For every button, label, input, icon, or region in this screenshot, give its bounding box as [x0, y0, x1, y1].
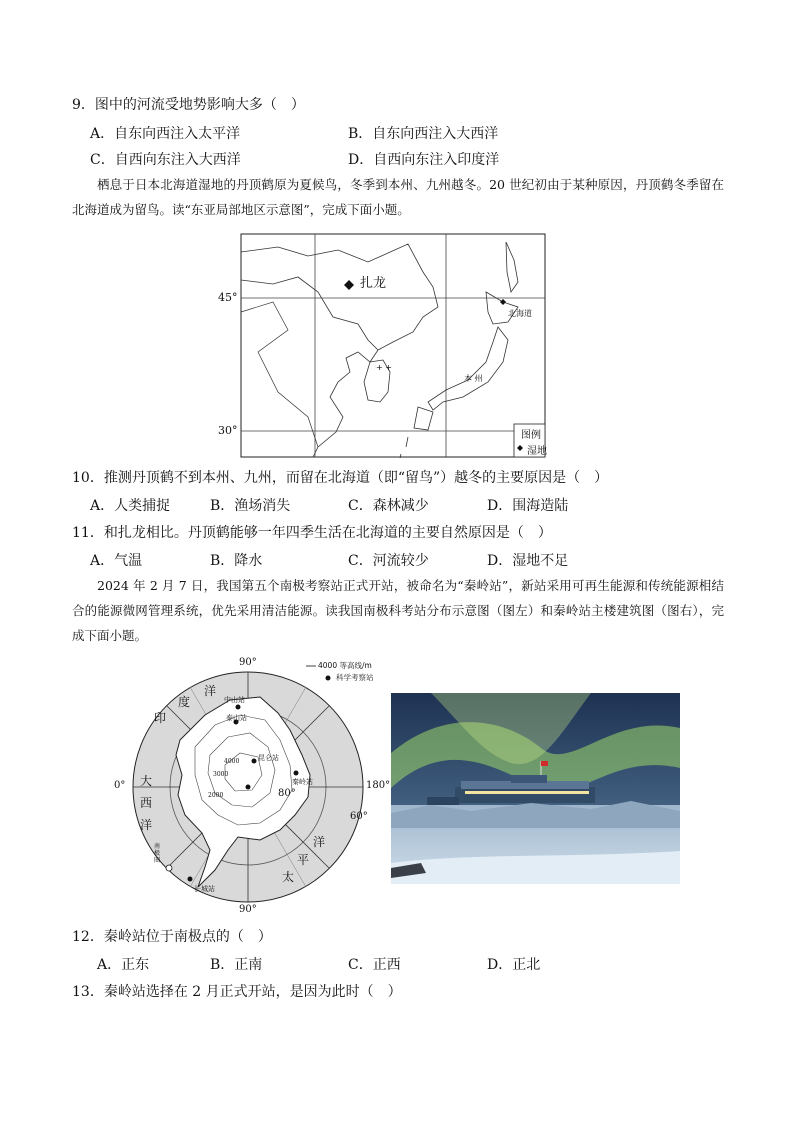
q12-option-c: C．正西: [348, 957, 401, 973]
legend-station: 科学考察站: [336, 673, 374, 682]
question-11-stem: 11．和扎龙相比。丹顶鹤能够一年四季生活在北海道的主要自然原因是（ ）: [72, 525, 552, 541]
station-qinling: 秦岭站: [292, 778, 313, 786]
ocean-indian-2: 度: [178, 695, 191, 709]
ocean-indian-3: 洋: [204, 684, 217, 698]
q9-option-c: C．自西向东注入大西洋: [90, 152, 241, 168]
station-kunlun: 昆仑站: [258, 754, 279, 762]
question-12-stem: 12．秦岭站位于南极点的（ ）: [72, 929, 272, 945]
q12-option-d: D．正北: [487, 957, 541, 973]
place-zhalong: 扎龙: [360, 276, 387, 291]
q9-option-b: B．自东向西注入大西洋: [348, 126, 499, 142]
passage-qinling: 2024 年 2 月 7 日，我国第五个南极考察站正式开站，被命名为“秦岭站”，新站采用可再生能源和传统能源相结合的能源微网管理系统，优先采用清洁能源。读我国南极科考站分布示意图（图左）和秦岭站主楼建筑图（图右），完成下面小题。: [72, 578, 724, 643]
place-nanjiquan: 南极圈: [154, 843, 161, 864]
latitude-45-label: 45°: [218, 291, 238, 304]
ocean-pacific-2: 平: [297, 853, 310, 867]
ocean-indian-1: 印: [154, 711, 167, 725]
meridian-0: 0°: [114, 780, 126, 791]
contour-3000: 3000: [213, 771, 229, 778]
ocean-atlantic-2: 西: [140, 796, 153, 810]
station-zhongshan: 中山站: [224, 696, 245, 704]
meridian-90-top: 90°: [239, 657, 257, 668]
meridian-90-bottom: 90°: [239, 904, 257, 915]
ocean-pacific-1: 太: [282, 870, 295, 884]
ocean-atlantic-1: 大: [140, 774, 153, 788]
svg-text:+ +: + +: [376, 363, 392, 372]
q10-option-d: D．围海造陆: [487, 498, 569, 514]
q12-option-b: B．正南: [210, 957, 263, 973]
station-changcheng: 长城站: [194, 885, 215, 893]
legend-contour: 4000 等高线/m: [318, 661, 372, 670]
legend-wetland: 湿地: [527, 446, 547, 457]
latitude-60: 60°: [350, 811, 368, 822]
q12-option-a: A．正东: [97, 957, 150, 973]
q10-option-c: C．森林减少: [348, 498, 429, 514]
meridian-180: 180°: [366, 780, 391, 791]
q11-option-a: A．气温: [90, 553, 143, 569]
q9-option-a: A．自东向西注入太平洋: [90, 126, 241, 142]
ocean-atlantic-3: 洋: [140, 818, 153, 832]
q9-option-d: D．自西向东注入印度洋: [348, 152, 500, 168]
antarctica-station-map: [110, 655, 395, 920]
question-13-stem: 13．秦岭站选择在 2 月正式开站，是因为此时（ ）: [72, 984, 402, 1000]
question-9-stem: 9．图中的河流受地势影响大多（ ）: [72, 97, 305, 113]
q10-option-a: A．人类捕捉: [90, 498, 171, 514]
question-10-stem: 10．推测丹顶鹤不到本州、九州，而留在北海道（即“留鸟”）越冬的主要原因是（ ）: [72, 470, 609, 486]
east-asia-map: [218, 232, 548, 460]
contour-4000: 4000: [224, 758, 240, 765]
qinling-station-photo: [391, 693, 680, 884]
q11-option-d: D．湿地不足: [487, 553, 569, 569]
ocean-pacific-3: 洋: [313, 835, 326, 849]
passage-crane: 栖息于日本北海道湿地的丹顶鹤原为夏候鸟，冬季到本州、九州越冬。20 世纪初由于某种原因，丹顶鹤冬季留在北海道成为留鸟。读“东亚局部地区示意图”，完成下面小题。: [72, 177, 724, 217]
q11-option-c: C．河流较少: [348, 553, 429, 569]
latitude-30-label: 30°: [218, 424, 238, 437]
q10-option-b: B．渔场消失: [210, 498, 291, 514]
place-honshu: 本 州: [464, 374, 483, 383]
place-hokkaido: 北海道: [508, 309, 532, 318]
legend-title: 图例: [521, 430, 541, 441]
contour-2000: 2000: [208, 792, 224, 799]
latitude-80: 80°: [278, 788, 296, 799]
station-taishan: 泰山站: [226, 714, 247, 722]
q11-option-b: B．降水: [210, 553, 263, 569]
